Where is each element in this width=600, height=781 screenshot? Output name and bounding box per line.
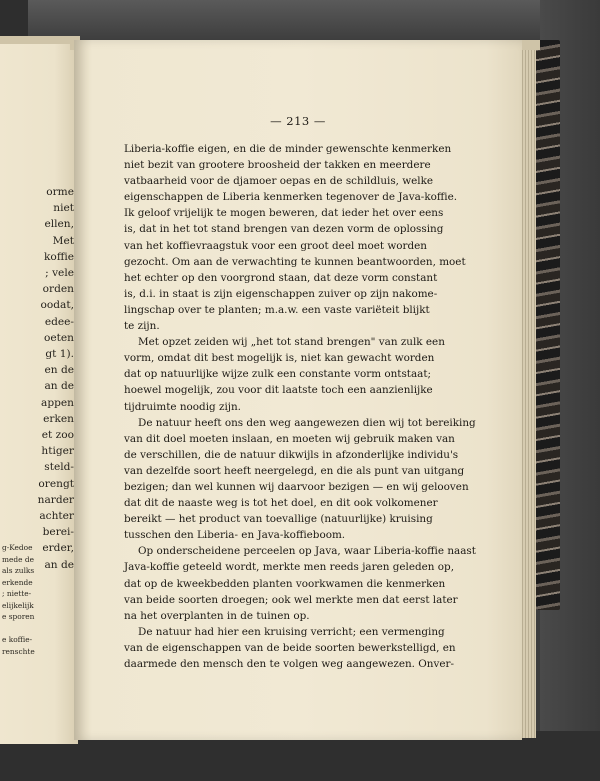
left-page-footnote-line: mede de [2, 554, 34, 564]
left-page-line: niet [53, 202, 74, 215]
text-line: De natuur heeft ons den weg aangewezen dien wij tot bereiking [138, 416, 476, 429]
text-line: bereikt — het product van toevallige (natuurlijke) kruising [124, 513, 433, 526]
page-number: — 213 — [270, 114, 326, 128]
left-page-line: appen [41, 396, 74, 409]
left-page-line: ellen, [44, 218, 74, 231]
text-line: Op onderscheidene perceelen op Java, waar Liberia-koffie naast [138, 545, 476, 558]
text-line: is, d.i. in staat is zijn eigenschappen zuiver op zijn nakome- [124, 287, 438, 300]
left-page-line: orengt [38, 477, 74, 490]
text-line: van dezelfde soort heeft neergelegd, en die als punt van uitgang [124, 464, 465, 477]
text-line: na het overplanten in de tuinen op. [124, 609, 310, 622]
left-page-line: erder, [42, 542, 74, 555]
left-page-line: an de [44, 380, 74, 393]
text-line: van beide soorten droegen; ook wel merkte men dat eerst later [124, 593, 458, 606]
left-page-line: htiger [41, 445, 74, 458]
left-page-footnote-line: ; niette- [2, 589, 32, 598]
left-page-line: gt 1). [45, 348, 74, 361]
text-line: vorm, omdat dit best mogelijk is, niet kan gewacht worden [124, 352, 435, 365]
text-line: van het koffievraagstuk voor een groot deel moet worden [124, 239, 427, 252]
text-line: dat op natuurlijke wijze zulk een constante vorm ontstaat; [124, 368, 432, 381]
left-page-footnote-line: elijkelijk [2, 600, 34, 610]
left-page-footnote-line [2, 623, 74, 635]
text-line: De natuur had hier een kruising verricht; een vermenging [138, 625, 445, 638]
left-page-line: edee- [44, 315, 74, 328]
text-line: hoewel mogelijk, zou voor dit laatste toch een aanzienlijke [124, 384, 433, 397]
text-line: van de eigenschappen van de beide soorten bewerkstelligd, en [124, 641, 456, 654]
left-page-line: narder [37, 493, 74, 506]
left-page-line: orden [42, 283, 74, 296]
left-page-line: achter [39, 510, 74, 523]
left-page-line: et zoo [41, 429, 74, 442]
text-line: Met opzet zeiden wij „het tot stand brengen" van zulk een [138, 336, 445, 349]
text-line: is, dat in het tot stand brengen van dezen vorm de oplossing [124, 223, 444, 236]
text-line: tijdruimte noodig zijn. [124, 400, 241, 413]
left-page-line: erken [43, 412, 74, 425]
left-page-footnotes [2, 542, 74, 657]
left-page-line: steld- [44, 461, 74, 474]
left-page-line: berei- [42, 526, 74, 539]
text-line: gezocht. Om aan de verwachting te kunnen beantwoorden, moet [124, 255, 466, 268]
left-page-footnote-line: g-Kedoe [2, 543, 33, 552]
text-line: vatbaarheid voor de djamoer oepas en de schildluis, welke [124, 175, 434, 188]
left-page-text [2, 184, 74, 573]
left-page-line: Met [52, 234, 74, 247]
text-line: dat dit de naaste weg is tot het doel, en dit ook volkomener [124, 497, 438, 510]
text-line: lingschap over te planten; m.a.w. een vaste variëteit blijkt [124, 303, 430, 316]
left-page-footnote-line: als zulks [2, 566, 35, 575]
text-line: niet bezit van grootere broosheid der takken en meerdere [124, 159, 431, 172]
text-line: daarmede den mensch den te volgen weg aangewezen. Onver- [124, 658, 454, 670]
left-page-footnote-line: e koffie- [2, 635, 33, 644]
text-line: te zijn. [124, 320, 160, 333]
left-page-line: oodat, [40, 299, 74, 312]
left-page-footnote-line: e sporen [2, 612, 35, 621]
text-line: bezigen; dan wel kunnen wij daarvoor bezigen — en wij gelooven [124, 480, 469, 493]
text-line: het echter op den voorgrond staan, dat deze vorm constant [124, 271, 438, 284]
text-line: Ik geloof vrijelijk te mogen beweren, dat ieder het over eens [124, 207, 444, 220]
left-page-line: ; vele [45, 267, 74, 280]
left-page-line: orme [46, 186, 74, 198]
text-line: van dit doel moeten inslaan, en moeten wij gebruik maken van [124, 432, 455, 445]
body-text [124, 141, 476, 672]
left-page-line: en de [44, 364, 74, 377]
text-line: dat op de kweekbedden planten voorkwamen die kenmerken [124, 577, 446, 590]
text-line: Java-koffie geteeld wordt, merkte men reeds jaren geleden op, [124, 561, 454, 574]
left-page-footnote-line: erkende [2, 577, 33, 587]
text-line: Liberia-koffie eigen, en die de minder gewenschte kenmerken [124, 143, 452, 155]
text-line: de verschillen, die de natuur dikwijls in afzonderlijke individu's [124, 448, 459, 461]
background-top [0, 0, 600, 40]
left-page [0, 44, 78, 744]
text-line: eigenschappen de Liberia kenmerken tegenover de Java-koffie. [124, 191, 458, 204]
left-page-footnote-line: renschte [2, 646, 35, 656]
left-page-line: an de [44, 558, 74, 571]
left-page-line: oeten [44, 331, 74, 344]
left-page-line: koffie [44, 250, 74, 263]
text-line: tusschen den Liberia- en Java-koffieboom. [124, 529, 346, 542]
